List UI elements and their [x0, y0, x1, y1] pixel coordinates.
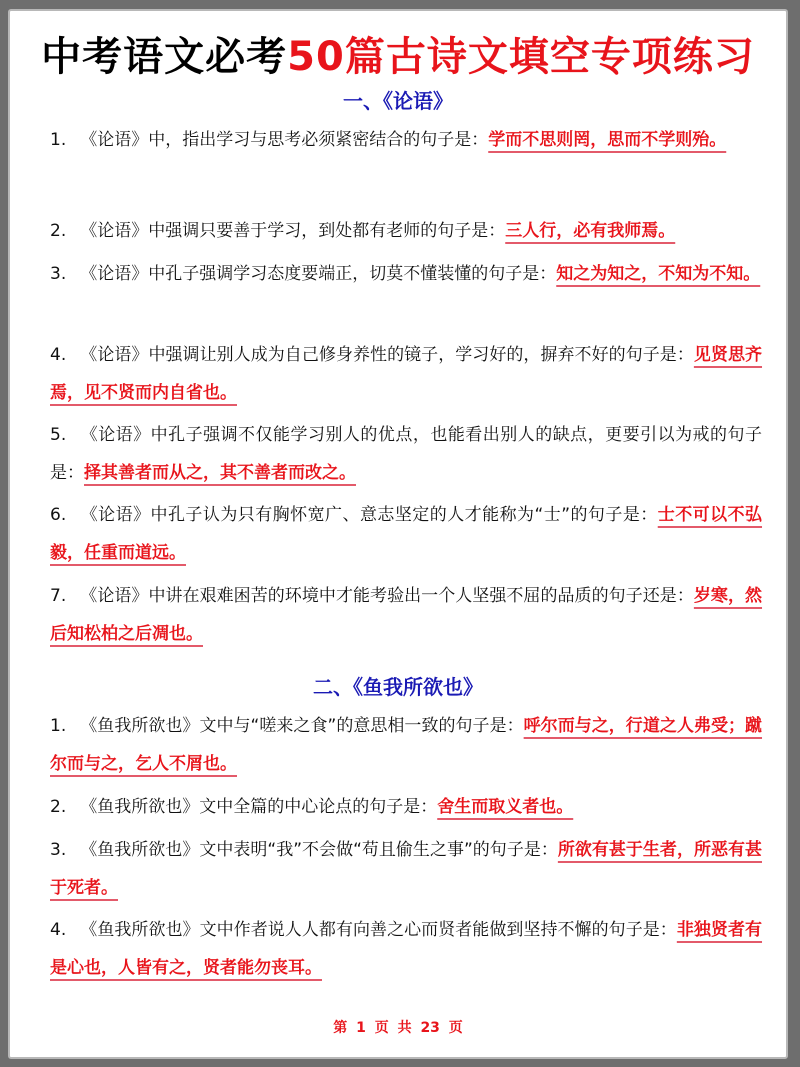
- list-item: [50, 577, 762, 653]
- item-question: 《鱼我所欲也》文中全篇的中心论点的句子是：: [80, 797, 438, 817]
- list-item: [50, 212, 762, 250]
- item-question: 《论语》中孔子强调学习态度要端正，切莫不懂装懂的句子是：: [80, 264, 557, 284]
- page-title: [10, 25, 786, 82]
- list-item: [50, 707, 762, 783]
- item-question: 《论语》中，指出学习与思考必须紧密结合的句子是：: [80, 130, 489, 150]
- item-question: 《论语》中孔子强调不仅能学习别人的优点，也能看出别人的缺点，更要引以为戒的句子是：: [50, 425, 762, 483]
- title-part-red: 50篇古诗文填空专项练习: [287, 34, 755, 80]
- item-answer: 见贤思齐焉，见不贤而内自省也。: [50, 345, 763, 403]
- item-answer: 知之为知之，不知为不知。: [556, 264, 761, 284]
- item-answer: 岁寒，然后知松柏之后凋也。: [50, 586, 763, 644]
- item-number: 2.: [50, 797, 67, 817]
- item-answer: 学而不思则罔，思而不学则殆。: [488, 130, 727, 150]
- item-question: 《论语》中强调只要善于学习，到处都有老师的句子是：: [80, 221, 506, 241]
- section-heading-yuwosuoyuye: 二、《鱼我所欲也》: [313, 675, 483, 699]
- list-item: [50, 336, 762, 412]
- document-page: [8, 9, 788, 1059]
- item-question: 《鱼我所欲也》文中作者说人人都有向善之心而贤者能做到坚持不懈的句子是：: [80, 920, 677, 940]
- item-question: 《鱼我所欲也》文中与“嗟来之食”的意思相一致的句子是：: [80, 716, 524, 736]
- item-answer: 所欲有甚于生者，所恶有甚于死者。: [50, 840, 762, 898]
- item-answer: 呼尔而与之，行道之人弗受；蹴尔而与之，乞人不屑也。: [50, 716, 763, 774]
- item-question: 《论语》中强调让别人成为自己修身养性的镜子，学习好的，摒弃不好的句子是：: [80, 345, 694, 365]
- list-item: [50, 911, 762, 987]
- list-item: [50, 416, 762, 492]
- item-number: 4.: [50, 920, 67, 940]
- item-number: 1.: [50, 716, 67, 736]
- item-number: 3.: [50, 264, 67, 284]
- item-number: 5.: [50, 425, 67, 445]
- page-footer: 第 1 页 共 23 页: [333, 1020, 463, 1036]
- item-answer: 舍生而取义者也。: [437, 797, 574, 817]
- item-answer: 非独贤者有是心也，人皆有之，贤者能勿丧耳。: [50, 920, 763, 978]
- item-answer: 择其善者而从之，其不善者而改之。: [84, 463, 356, 483]
- item-number: 4.: [50, 345, 67, 365]
- item-question: 《论语》中讲在艰难困苦的环境中才能考验出一个人坚强不屈的品质的句子还是：: [80, 586, 694, 606]
- title-part-black: 中考语文必考: [41, 34, 288, 80]
- item-answer: 三人行，必有我师焉。: [505, 221, 676, 241]
- item-question: 《鱼我所欲也》文中表明“我”不会做“苟且偷生之事”的句子是：: [80, 840, 558, 860]
- item-number: 2.: [50, 221, 67, 241]
- list-item: [50, 255, 762, 293]
- list-item: [50, 496, 762, 572]
- item-number: 1.: [50, 130, 67, 150]
- item-number: 7.: [50, 586, 67, 606]
- list-item: [50, 788, 762, 826]
- item-question: 《论语》中孔子认为只有胸怀宽广、意志坚定的人才能称为“士”的句子是：: [80, 505, 658, 525]
- item-number: 3.: [50, 840, 67, 860]
- list-item: [50, 121, 762, 159]
- item-answer: 士不可以不弘毅，任重而道远。: [50, 505, 763, 563]
- section-heading-lunyu: 一、《论语》: [343, 89, 453, 113]
- item-number: 6.: [50, 505, 67, 525]
- list-item: [50, 831, 762, 907]
